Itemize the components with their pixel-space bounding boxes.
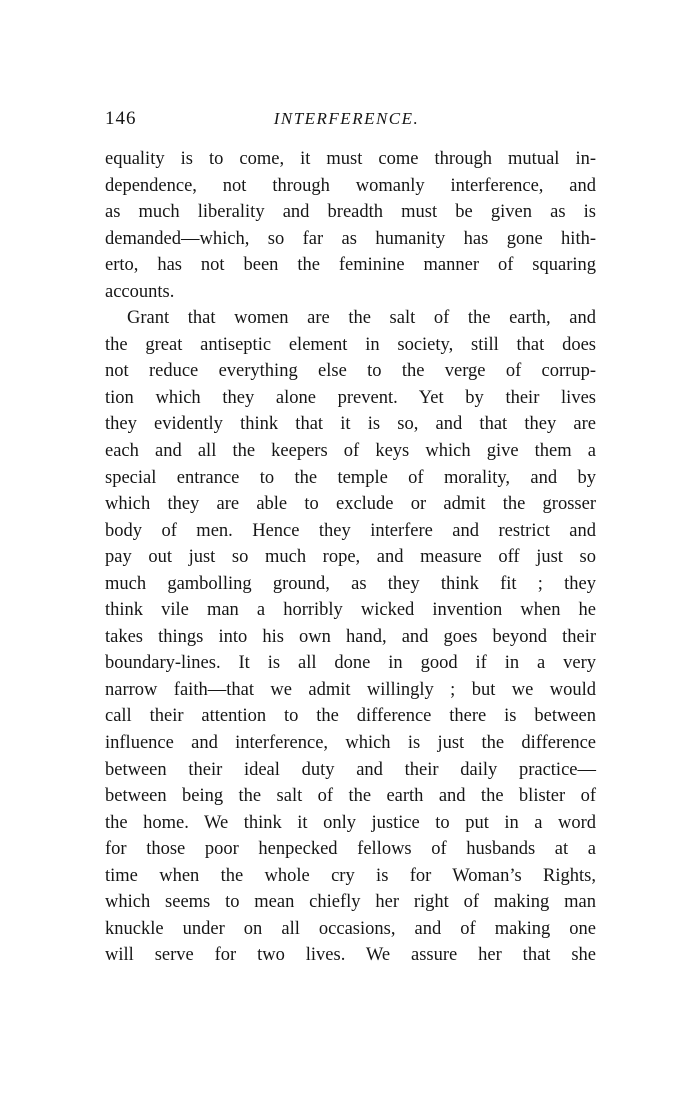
body-text-line: the great antiseptic element in society, still that does: [105, 334, 596, 355]
body-text-line: takes things into his own hand, and goes beyond their: [105, 626, 596, 647]
body-text-line: they evidently think that it is so, and that they are: [105, 414, 596, 435]
body-text-line: boundary-lines. It is all done in good if in a very: [105, 653, 596, 674]
body-text-line: will serve for two lives. We assure her that she: [105, 945, 596, 966]
body-text-line: between their ideal duty and their daily practice—: [105, 759, 596, 780]
body-text-line: call their attention to the difference there is between: [105, 706, 596, 727]
body-text-line: influence and interference, which is just the difference: [105, 733, 596, 754]
body-text-line: tion which they alone prevent. Yet by their lives: [105, 387, 596, 408]
body-text-line: demanded—which, so far as humanity has gone hith-: [105, 228, 596, 249]
body-text-line: knuckle under on all occasions, and of making one: [105, 918, 596, 939]
page-header: [105, 108, 596, 130]
body-text-line: erto, has not been the feminine manner of squaring: [105, 255, 596, 276]
body-text-line: which seems to mean chiefly her right of making man: [105, 892, 596, 913]
running-title: INTERFERENCE.: [273, 109, 420, 128]
page-number: 146: [105, 108, 137, 129]
body-text-line: as much liberality and breadth must be given as is: [105, 202, 596, 223]
body-text-line: narrow faith—that we admit willingly ; but we would: [105, 679, 596, 700]
body-text-line: special entrance to the temple of morality, and by: [105, 467, 596, 488]
body-text-line: body of men. Hence they interfere and restrict and: [105, 520, 596, 541]
body-text-line: think vile man a horribly wicked invention when he: [105, 600, 596, 621]
body-text-line: for those poor henpecked fellows of husbands at a: [105, 839, 596, 860]
body-text-line: much gambolling ground, as they think fit ; they: [105, 573, 596, 594]
body-text-line: which they are able to exclude or admit the grosser: [105, 494, 596, 515]
body-text-line: between being the salt of the earth and the blister of: [105, 786, 596, 807]
body-text-line: the home. We think it only justice to put in a word: [105, 812, 596, 833]
body-text-line: pay out just so much rope, and measure off just so: [105, 547, 596, 568]
body-text-line: time when the whole cry is for Woman’s Rights,: [105, 865, 596, 886]
body-text-line: equality is to come, it must come through mutual in-: [105, 149, 596, 169]
body-text-line: each and all the keepers of keys which give them a: [105, 441, 596, 462]
body-text-line: not reduce everything else to the verge of corrup-: [105, 361, 596, 382]
body-text-line: Grant that women are the salt of the earth, and: [127, 308, 596, 329]
body-text-line: dependence, not through womanly interference, and: [105, 175, 596, 196]
body-text-line: accounts.: [105, 281, 175, 302]
body-text: [105, 146, 596, 969]
